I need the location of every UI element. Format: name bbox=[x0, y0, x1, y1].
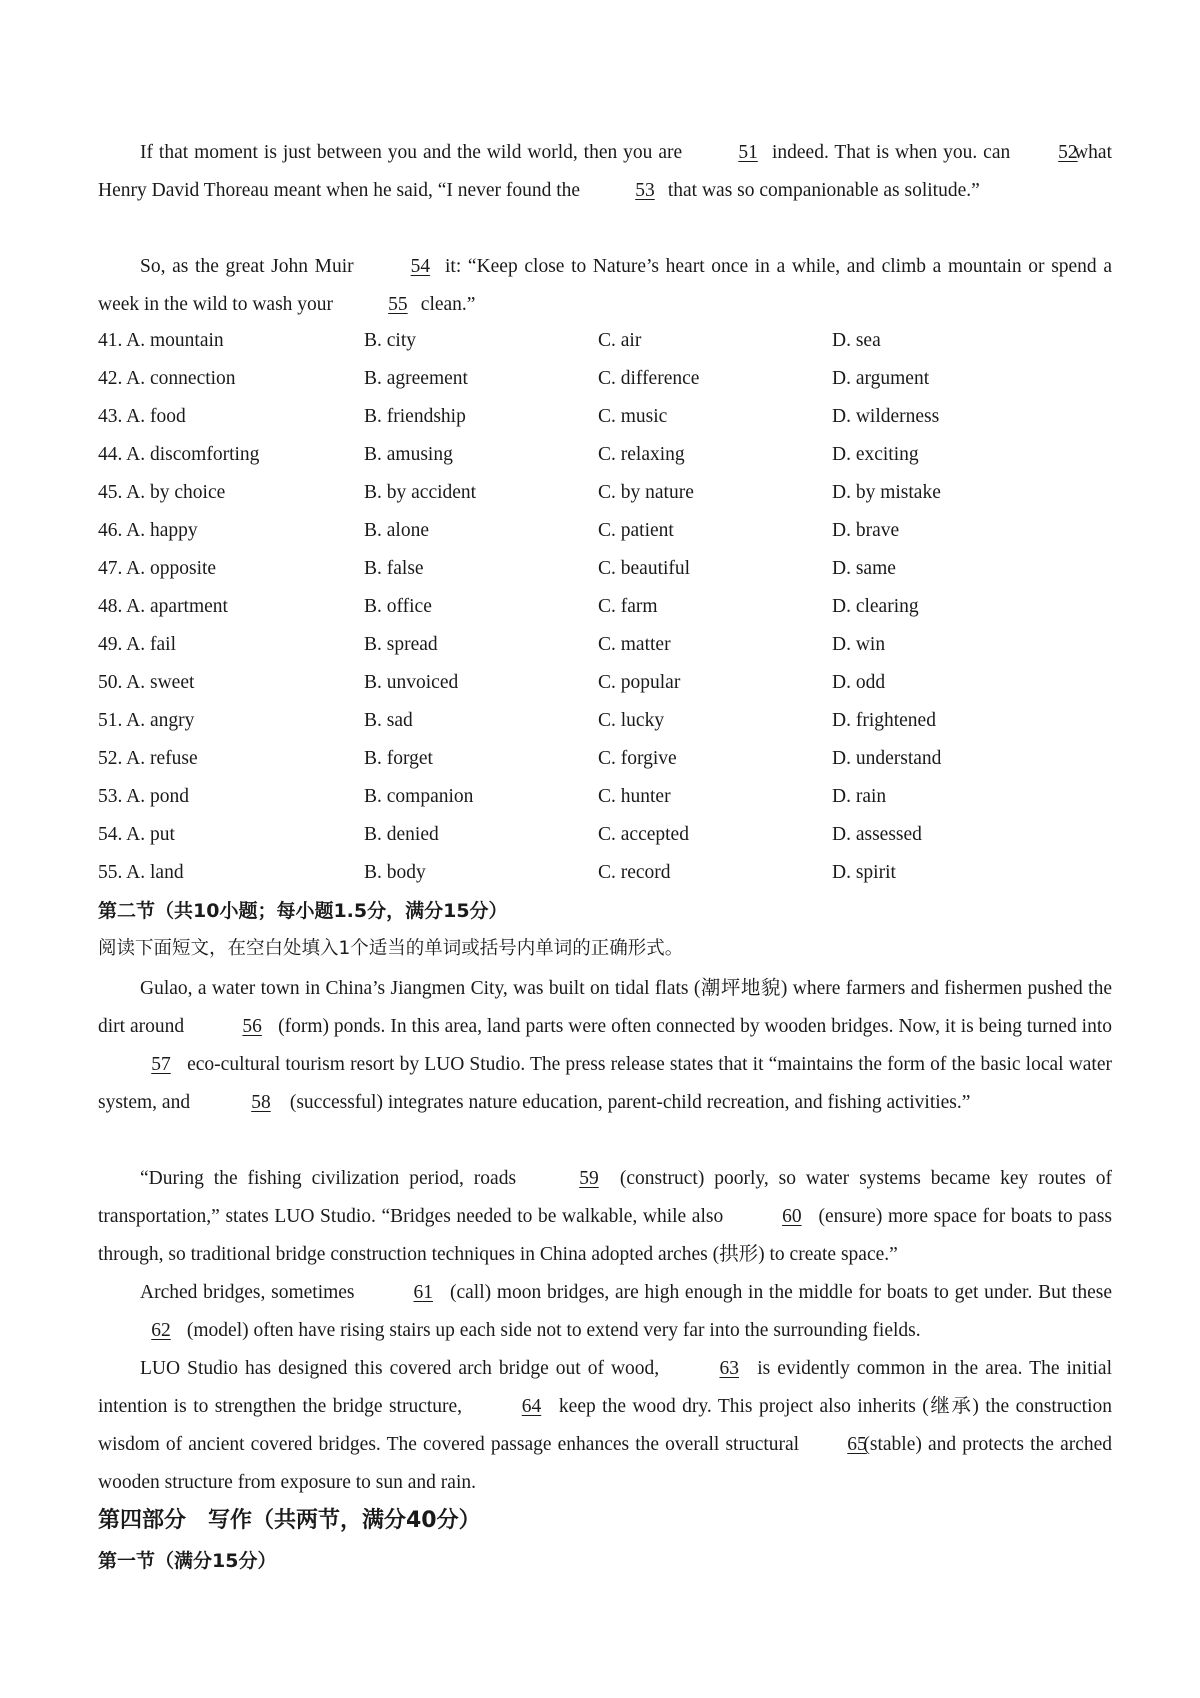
grammar-paragraph-4: LUO Studio has designed this covered arch bridge out of wood, 63 is evidently common in the area. The initial intention is to strengthen the bridge structure, 64 keep the wood dry. This project also inherits (继承) the construction wisdom of ancient covered bridges. The covered passage enhances the overall structural 65 (stable) and protects the arched wooden structure from exposure to sun and rain. bbox=[98, 1350, 1112, 1502]
option-row: 42. A. connection B. agreement C. difference D. argument bbox=[98, 368, 930, 389]
option-row: 51. A. angry B. sad C. lucky D. frightened bbox=[98, 710, 936, 731]
blank-63: 63 bbox=[719, 1358, 739, 1379]
blank-52: 52 bbox=[1058, 142, 1078, 163]
blank-53: 53 bbox=[635, 180, 655, 201]
blank-64: 64 bbox=[521, 1396, 542, 1417]
blank-57: 57 bbox=[151, 1054, 171, 1075]
subsection-heading: 第一节（满分15分） bbox=[98, 1550, 277, 1572]
blank-61: 61 bbox=[413, 1282, 434, 1303]
option-row: 47. A. opposite B. false C. beautiful D. same bbox=[98, 558, 896, 579]
grammar-paragraph-2: “During the fishing civilization period, roads 59 (construct) poorly, so water systems became key routes of transportation,” states LUO Studio. “Bridges needed to be walkable, while also 60 (ensure) more space for boats to pass through, so traditional bridge construction techniques in China adopted arches (拱形) to create space.” bbox=[98, 1160, 1112, 1274]
option-row: 55. A. land B. body C. record D. spirit bbox=[98, 862, 896, 883]
blank-54: 54 bbox=[410, 256, 431, 277]
option-row: 49. A. fail B. spread C. matter D. win bbox=[98, 634, 886, 655]
option-row: 43. A. food B. friendship C. music D. wilderness bbox=[98, 406, 940, 427]
grammar-paragraph-3: Arched bridges, sometimes 61 (call) moon bridges, are high enough in the middle for boats to get under. But these62 (model) often have rising stairs up each side not to extend very far into the surrounding fields. bbox=[98, 1274, 1112, 1350]
option-row: 53. A. pond B. companion C. hunter D. rain bbox=[98, 786, 887, 807]
option-row: 44. A. discomforting B. amusing C. relaxing D. exciting bbox=[98, 444, 919, 465]
section-heading: 第二节（共10小题；每小题1.5分，满分15分） bbox=[98, 900, 508, 922]
option-row: 45. A. by choice B. by accident C. by nature D. by mistake bbox=[98, 482, 941, 503]
passage-paragraph-2: So, as the great John Muir 54 it: “Keep close to Nature’s heart once in a while, and climb a mountain or spend a week in the wild to wash your 55 clean.” bbox=[98, 248, 1112, 324]
blank-58: 58 bbox=[251, 1092, 271, 1113]
option-row: 46. A. happy B. alone C. patient D. brave bbox=[98, 520, 900, 541]
option-row: 54. A. put B. denied C. accepted D. assessed bbox=[98, 824, 922, 845]
option-row: 50. A. sweet B. unvoiced C. popular D. odd bbox=[98, 672, 886, 693]
part-heading: 第四部分 写作（共两节，满分40分） bbox=[98, 1508, 481, 1533]
option-row: 52. A. refuse B. forget C. forgive D. understand bbox=[98, 748, 942, 769]
option-row: 48. A. apartment B. office C. farm D. clearing bbox=[98, 596, 919, 617]
blank-59: 59 bbox=[579, 1168, 599, 1189]
blank-60: 60 bbox=[782, 1206, 802, 1227]
blank-51: 51 bbox=[738, 142, 758, 163]
blank-62: 62 bbox=[151, 1320, 171, 1341]
passage-paragraph-1: If that moment is just between you and the wild world, then you are 51 indeed. That is when you. can 52 what Henry David Thoreau meant when he said, “I never found the 53 that was so companionable as solitude.” bbox=[98, 134, 1112, 210]
blank-65: 65 bbox=[847, 1434, 867, 1455]
section-instruction: 阅读下面短文，在空白处填入1个适当的单词或括号内单词的正确形式。 bbox=[98, 938, 684, 959]
grammar-paragraph-1: Gulao, a water town in China’s Jiangmen City, was built on tidal flats (潮坪地貌) where farmers and fishermen pushed the dirt around 56 (form) ponds. In this area, land parts were often connected by wooden bridges. Now, it is being turned into 57 eco-cultural tourism resort by LUO Studio. The press release states that it “maintains the form of the basic local water system, and 58 (successful) integrates nature education, parent-child recreation, and fishing activities.” bbox=[98, 970, 1112, 1122]
blank-55: 55 bbox=[388, 294, 408, 315]
option-row: 41. A. mountain B. city C. air D. sea bbox=[98, 330, 881, 351]
answer-options-list bbox=[98, 322, 1112, 892]
blank-56: 56 bbox=[242, 1016, 262, 1037]
